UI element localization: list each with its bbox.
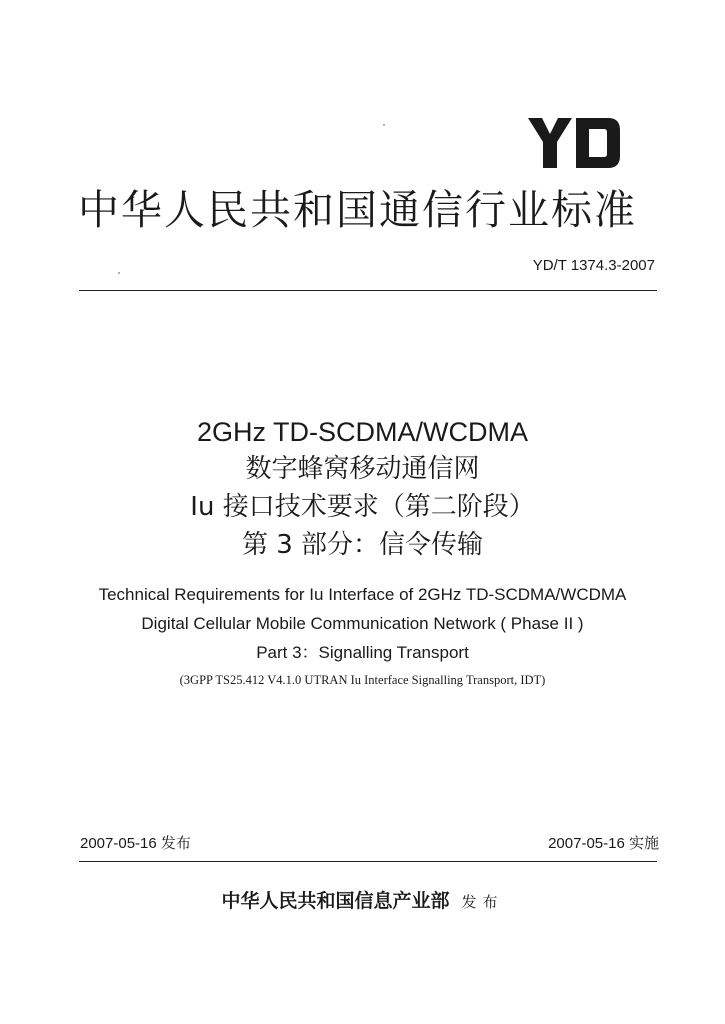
- standard-type-heading: 中华人民共和国通信行业标准: [78, 186, 637, 234]
- footer-divider: [79, 861, 657, 862]
- issuer-name: 中华人民共和国信息产业部: [221, 890, 450, 912]
- subtitle-en-1: Technical Requirements for Iu Interface of 2GHz TD-SCDMA/WCDMA: [98, 585, 627, 604]
- standard-code: YD/T 1374.3-2007: [532, 257, 655, 274]
- subtitle-en-2: Digital Cellular Mobile Communication Network ( Phase II ): [141, 614, 584, 633]
- issuer-line: [0, 886, 725, 913]
- scan-speck: [118, 272, 120, 274]
- reference-note: (3GPP TS25.412 V4.1.0 UTRAN Iu Interface Signalling Transport, IDT): [179, 673, 546, 687]
- scan-speck: [383, 124, 385, 126]
- title-line-cn-3: 第 3 部分：信令传输: [241, 530, 484, 560]
- issuer-action: 发布: [461, 893, 504, 911]
- title-line-en: 2GHz TD-SCDMA/WCDMA: [196, 417, 528, 447]
- yd-logo: [528, 118, 620, 168]
- title-line-cn-1: 数字蜂窝移动通信网: [245, 454, 480, 484]
- document-title-block: [0, 414, 725, 564]
- title-line-cn-2: Iu 接口技术要求（第二阶段）: [190, 492, 535, 522]
- effective-date: 2007-05-16 实施: [548, 835, 659, 852]
- header-divider: [79, 290, 657, 291]
- english-title-block: [0, 580, 725, 690]
- subtitle-en-3: Part 3：Signalling Transport: [256, 643, 469, 662]
- publish-date: 2007-05-16 发布: [80, 835, 191, 852]
